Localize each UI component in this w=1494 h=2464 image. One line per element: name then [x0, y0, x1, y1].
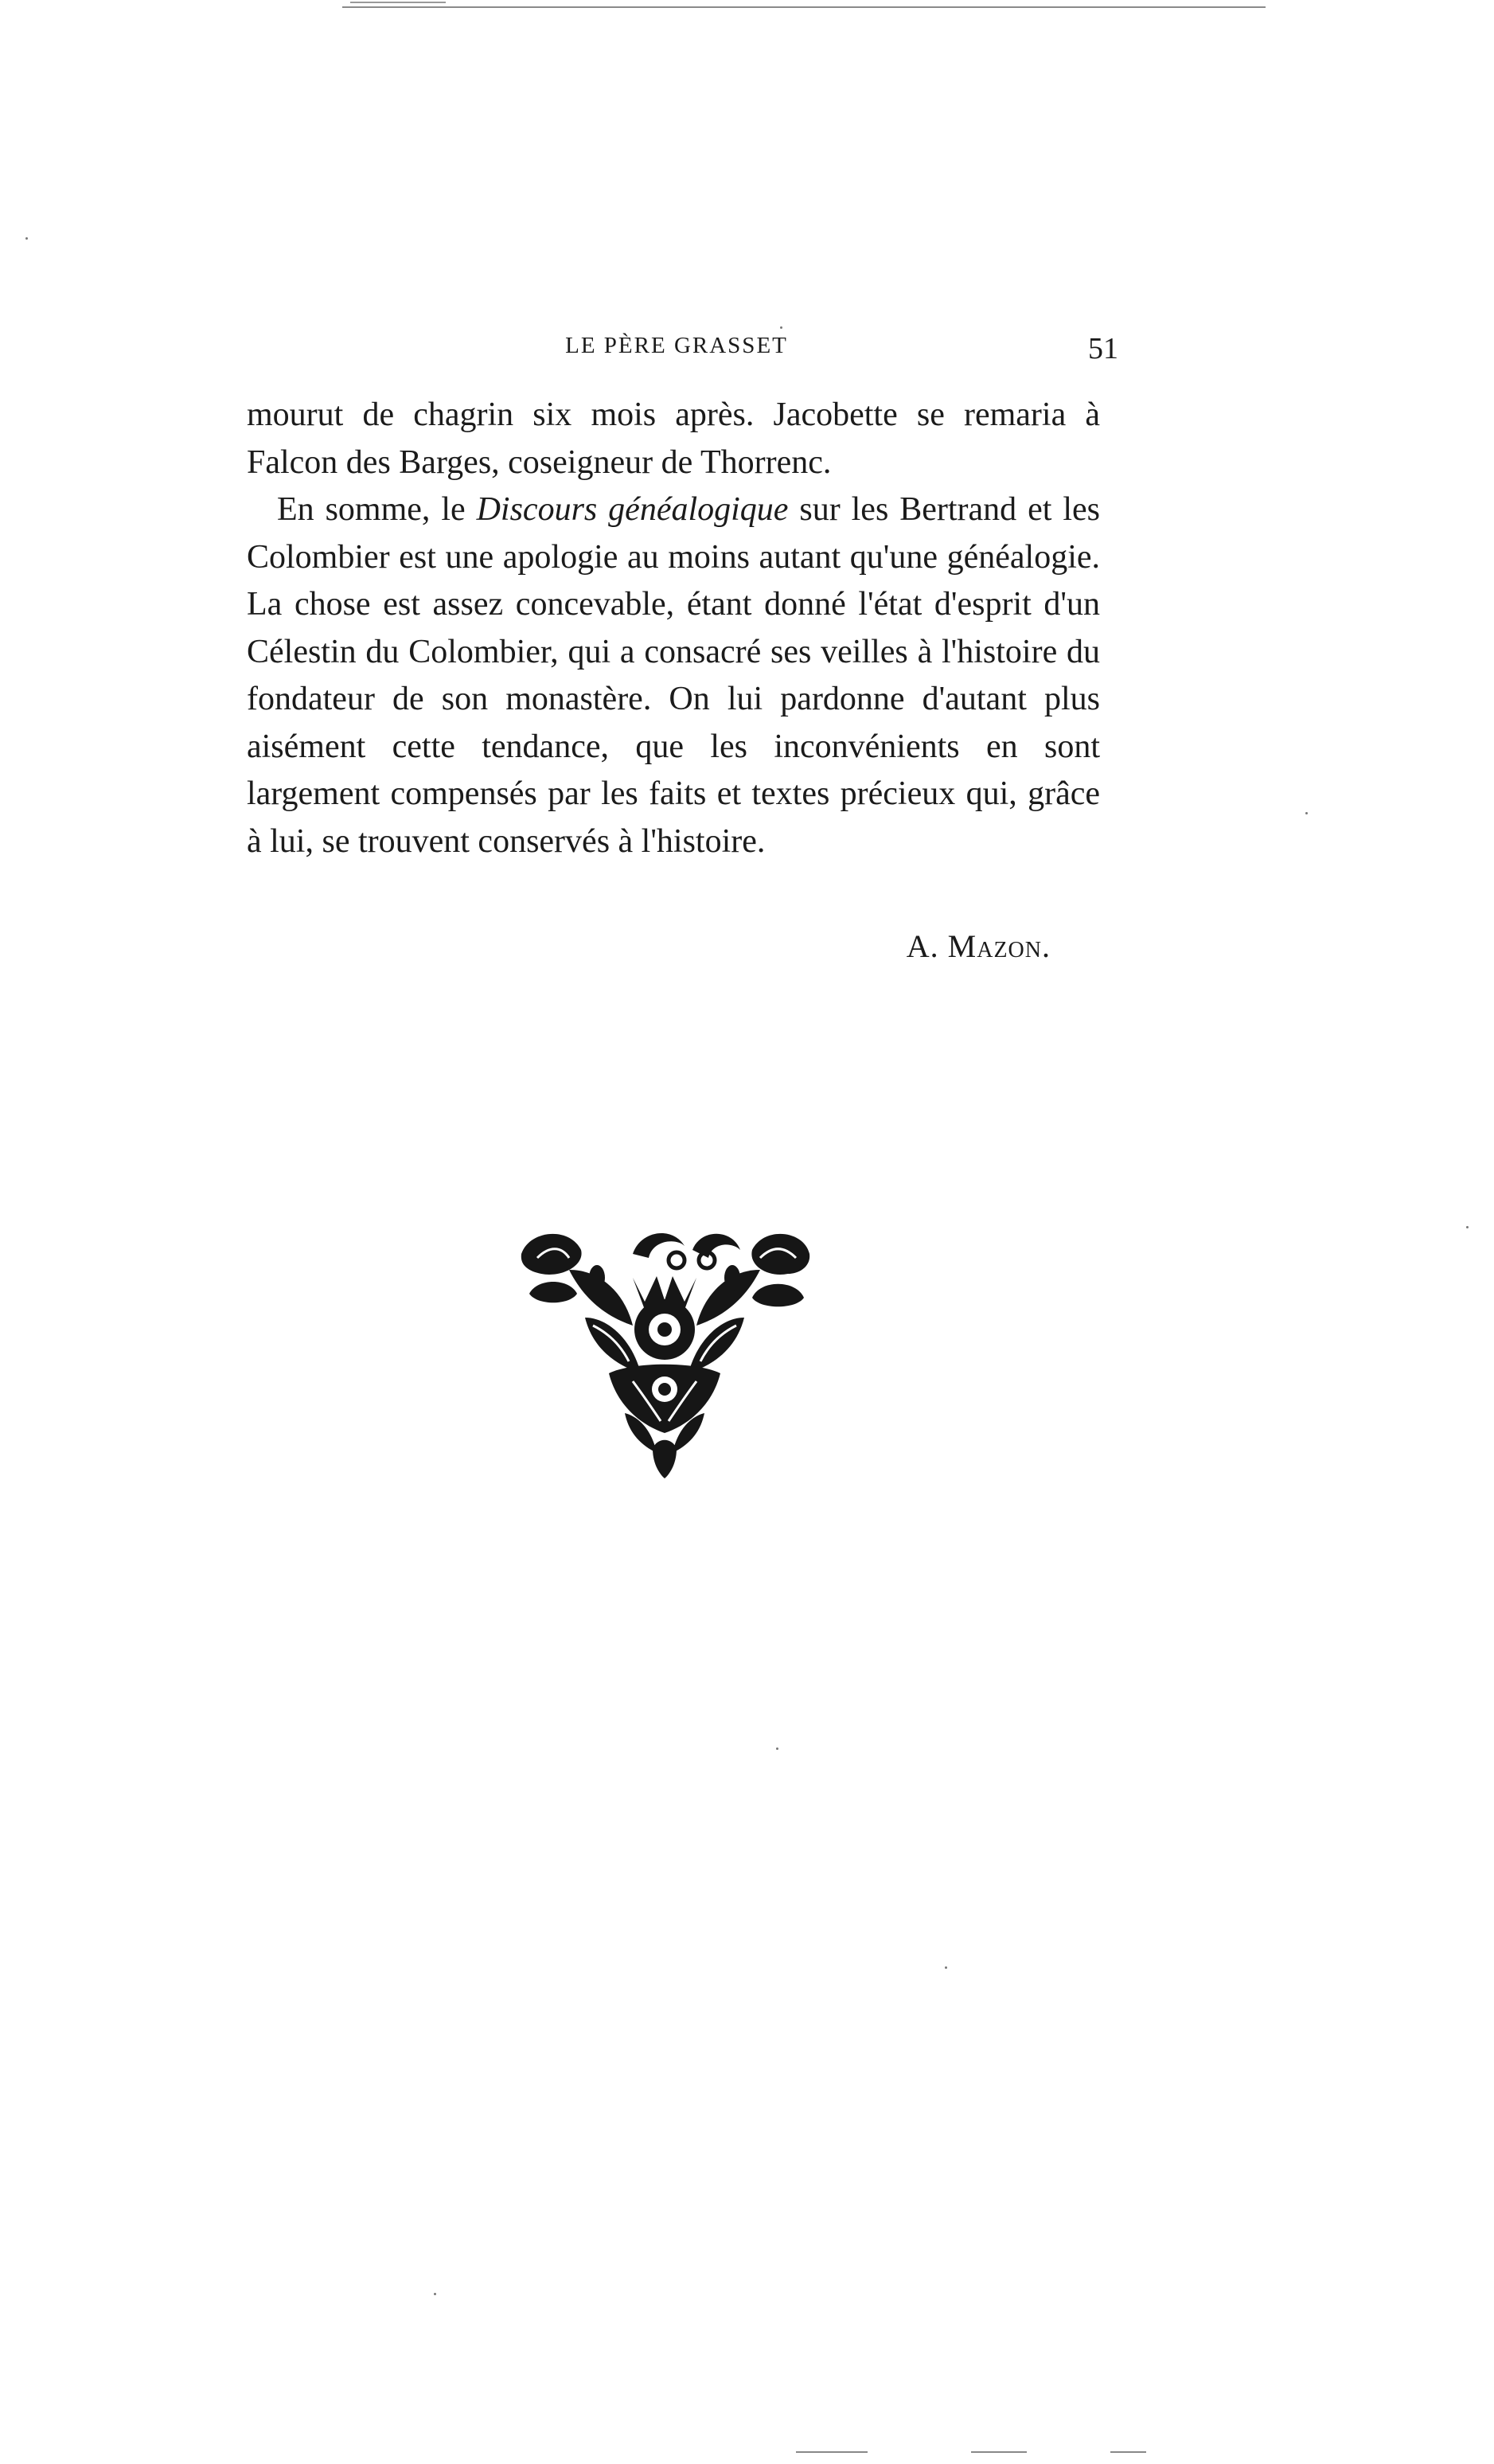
paper-speck — [1466, 1226, 1469, 1228]
author-name: Mazon — [947, 928, 1042, 964]
paper-speck — [1305, 812, 1308, 814]
author-initial: A. — [906, 928, 948, 964]
author-period: . — [1042, 928, 1051, 964]
floral-cul-de-lampe-icon — [513, 1222, 816, 1485]
paper-speck — [780, 326, 782, 329]
bottom-edge-mark — [796, 2451, 868, 2453]
bottom-edge-mark — [971, 2451, 1027, 2453]
paper-speck — [945, 1966, 947, 1969]
paragraph-2 — [247, 486, 1100, 865]
top-edge-rule — [342, 6, 1266, 8]
paper-speck — [434, 2293, 436, 2295]
page-number: 51 — [1088, 332, 1118, 365]
italic-title: Discours généalogique — [476, 491, 789, 528]
paragraph-2-lead: En somme, le — [277, 491, 477, 528]
author-signature — [844, 927, 1051, 965]
paragraph-2-rest: sur les Bertrand et les Colombier est une apologie au moins autant qu'une généalogie. La chose est assez concevable, étant donné l'état d'esprit d'un Célestin du Colombier, qui a consacré ses veilles à l'histoire du fondateur de son monastère. On lui pardonne d'autant plus aisément cette tendance, que les inconvénients en sont largement compensés par les faits et textes précieux qui, grâce à lui, se trouvent conservés à l'histoire. — [247, 491, 1100, 860]
running-head: LE PÈRE GRASSET — [565, 333, 788, 358]
paragraph-1: mourut de chagrin six mois après. Jacobette se remaria à Falcon des Barges, coseigneur de Thorrenc. — [247, 396, 1100, 481]
paper-speck — [25, 237, 28, 240]
top-edge-mark — [350, 2, 446, 3]
body-text — [247, 392, 1100, 865]
paper-speck — [776, 1747, 778, 1750]
bottom-edge-mark — [1110, 2451, 1146, 2453]
